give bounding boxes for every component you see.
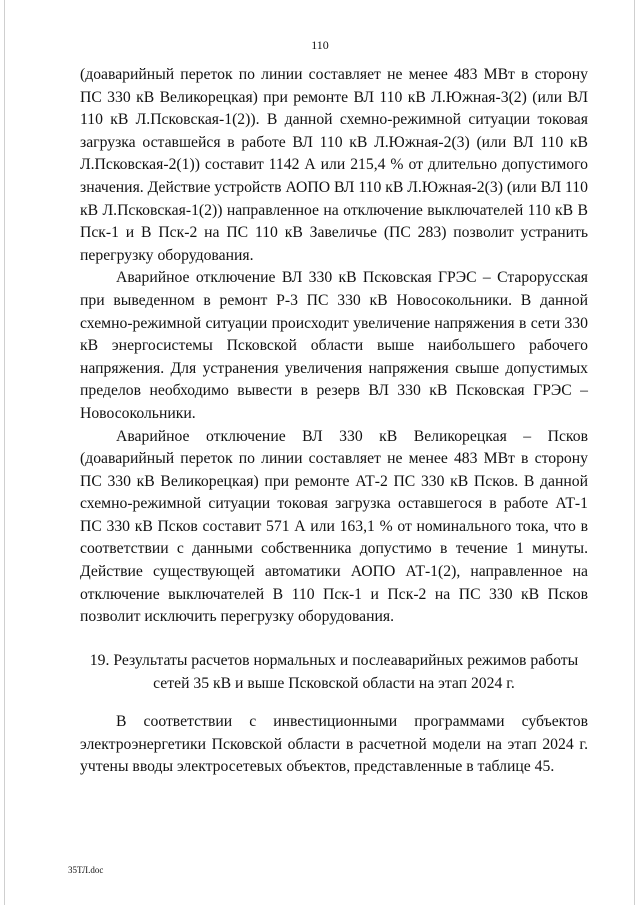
paragraph-pskov-gres-outage: Аварийное отключение ВЛ 330 кВ Псковская ГРЭС – Старорусская при выведенном в ремонт Р-3 ПС 330 кВ Новосокольники. В данной схемно-режимной ситуации происходит увеличение напряжения в сети 330 кВ энергосистемы Псковской области выше наибольшего рабочего напряжения. Для устранения увеличения напряжения свыше допустимых пределов необходимо вывести в резерв ВЛ 330 кВ Псковская ГРЭС – Новосокольники. xyxy=(80,269,588,422)
paragraph-continuation: (доаварийный переток по линии составляет не менее 483 МВт в сторону ПС 330 кВ Великорецкая) при ремонте ВЛ 110 кВ Л.Южная-3(2) (или ВЛ 110 кВ Л.Псковская-1(2)). В данной схемно-режимной ситуации токовая загрузка оставшейся в работе ВЛ 110 кВ Л.Южная-2(3) (или ВЛ 110 кВ Л.Псковская-2(1)) составит 1142 А или 215,4 % от длительно допустимого значения. Действие устройств АОПО ВЛ 110 кВ Л.Южная-2(3) (или ВЛ 110 кВ Л.Псковская-1(2)) направленное на отключение выключателей 110 кВ В Пск-1 и В Пск-2 на ПС 110 кВ Завеличье (ПС 283) позволит устранить перегрузку оборудования. xyxy=(80,66,588,264)
closing-text xyxy=(80,711,588,779)
footer-filename: 35ТЛ.doc xyxy=(68,865,104,875)
section-heading-line1: 19. Результаты расчетов нормальных и послеаварийных режимов работы xyxy=(89,652,579,669)
scan-edge-left xyxy=(4,0,5,905)
section-heading-line2: сетей 35 кВ и выше Псковской области на этап 2024 г. xyxy=(153,675,515,692)
paragraph-velikoretskaya-outage: Аварийное отключение ВЛ 330 кВ Великорецкая – Псков (доаварийный переток по линии составляет не менее 483 МВт в сторону ПС 330 кВ Великорецкая) при ремонте АТ-2 ПС 330 кВ Псков. В данной схемно-режимной ситуации токовая загрузка оставшегося в работе АТ-1 ПС 330 кВ Псков составит 571 А или 163,1 % от номинального тока, что в соответствии с данными собственника допустимо в течение 1 минуты. Действие существующей автоматики АОПО АТ-1(2), направленное на отключение выключателей В 110 Пск-1 и Пск-2 на ПС 330 кВ Псков позволит исключить перегрузку оборудования. xyxy=(80,427,588,626)
section-heading xyxy=(80,649,588,695)
paragraph-investment-programs: В соответствии с инвестиционными программами субъектов электроэнергетики Псковской области в расчетной модели на этап 2024 г. учтены вводы электросетевых объектов, представленные в таблице 45. xyxy=(80,713,588,776)
page-number: 110 xyxy=(311,38,329,52)
scan-edge-right xyxy=(634,0,635,905)
body-text xyxy=(80,64,588,629)
